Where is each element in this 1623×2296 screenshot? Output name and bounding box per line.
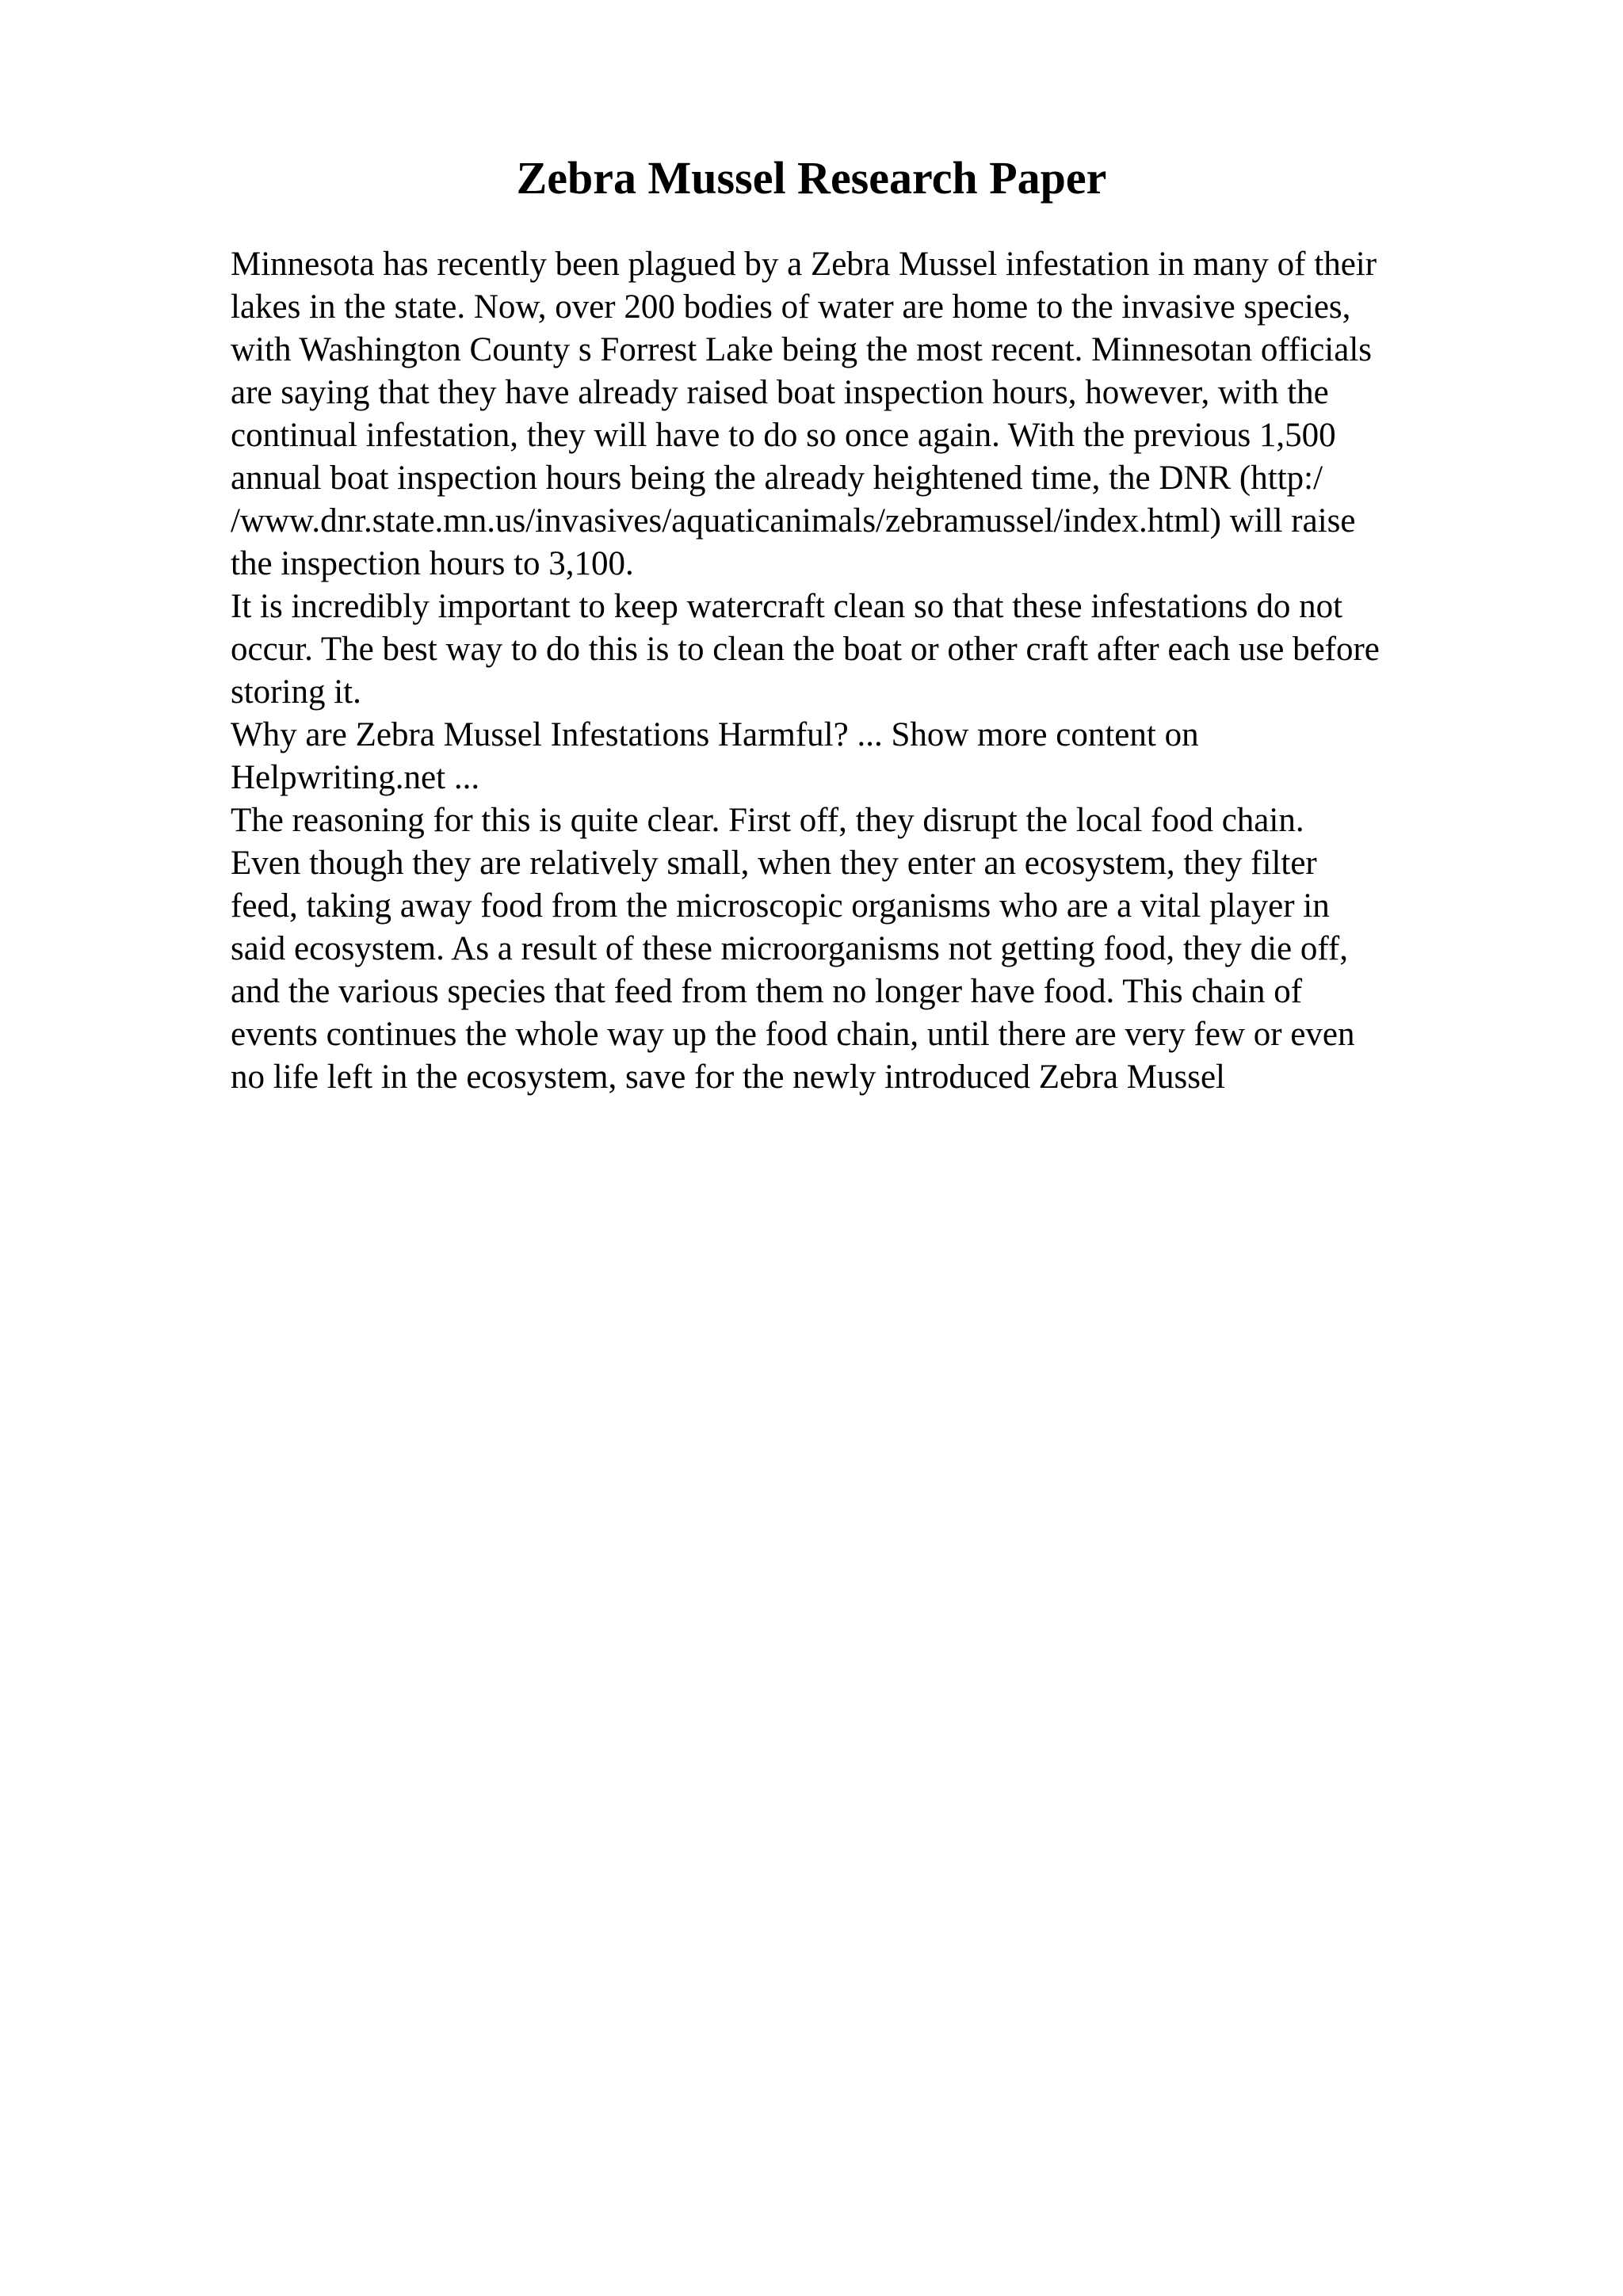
text-line: Why are Zebra Mussel Infestations Harmful? ... Show more content on — [231, 716, 1199, 753]
text-line: feed, taking away food from the microscopic organisms who are a vital player in — [231, 887, 1330, 925]
text-line: Even though they are relatively small, when they enter an ecosystem, they filter — [231, 845, 1317, 882]
paragraph-harmful — [231, 714, 1499, 799]
text-line: Helpwriting.net ... — [231, 759, 480, 796]
text-line: /www.dnr.state.mn.us/invasives/aquaticanimals/zebramussel/index.html) will raise — [231, 502, 1356, 540]
text-line: and the various species that feed from them no longer have food. This chain of — [231, 973, 1303, 1010]
text-line: events continues the whole way up the food chain, until there are very few or even — [231, 1016, 1355, 1053]
text-line: continual infestation, they will have to do so once again. With the previous 1,500 — [231, 417, 1336, 454]
text-line: no life left in the ecosystem, save for the newly introduced Zebra Mussel — [231, 1058, 1225, 1096]
text-line: storing it. — [231, 673, 361, 711]
text-line: Minnesota has recently been plagued by a Zebra Mussel infestation in many of their — [231, 246, 1377, 283]
text-line: occur. The best way to do this is to clean the boat or other craft after each use before — [231, 631, 1380, 668]
text-line: the inspection hours to 3,100. — [231, 545, 634, 582]
document-body — [231, 243, 1499, 1099]
paragraph-cleaning — [231, 585, 1499, 714]
paragraph-intro — [231, 243, 1499, 585]
text-line: are saying that they have already raised boat inspection hours, however, with the — [231, 374, 1329, 411]
text-line: The reasoning for this is quite clear. First off, they disrupt the local food chain. — [231, 802, 1304, 839]
paragraph-reasoning — [231, 799, 1499, 1099]
text-line: said ecosystem. As a result of these microorganisms not getting food, they die off, — [231, 930, 1348, 967]
text-line: It is incredibly important to keep watercraft clean so that these infestations do not — [231, 588, 1343, 625]
text-line: annual boat inspection hours being the already heightened time, the DNR (http:/ — [231, 460, 1323, 497]
text-line: lakes in the state. Now, over 200 bodies of water are home to the invasive species, — [231, 288, 1351, 326]
text-line: with Washington County s Forrest Lake being the most recent. Minnesotan officials — [231, 331, 1372, 368]
page-title: Zebra Mussel Research Paper — [516, 152, 1107, 204]
